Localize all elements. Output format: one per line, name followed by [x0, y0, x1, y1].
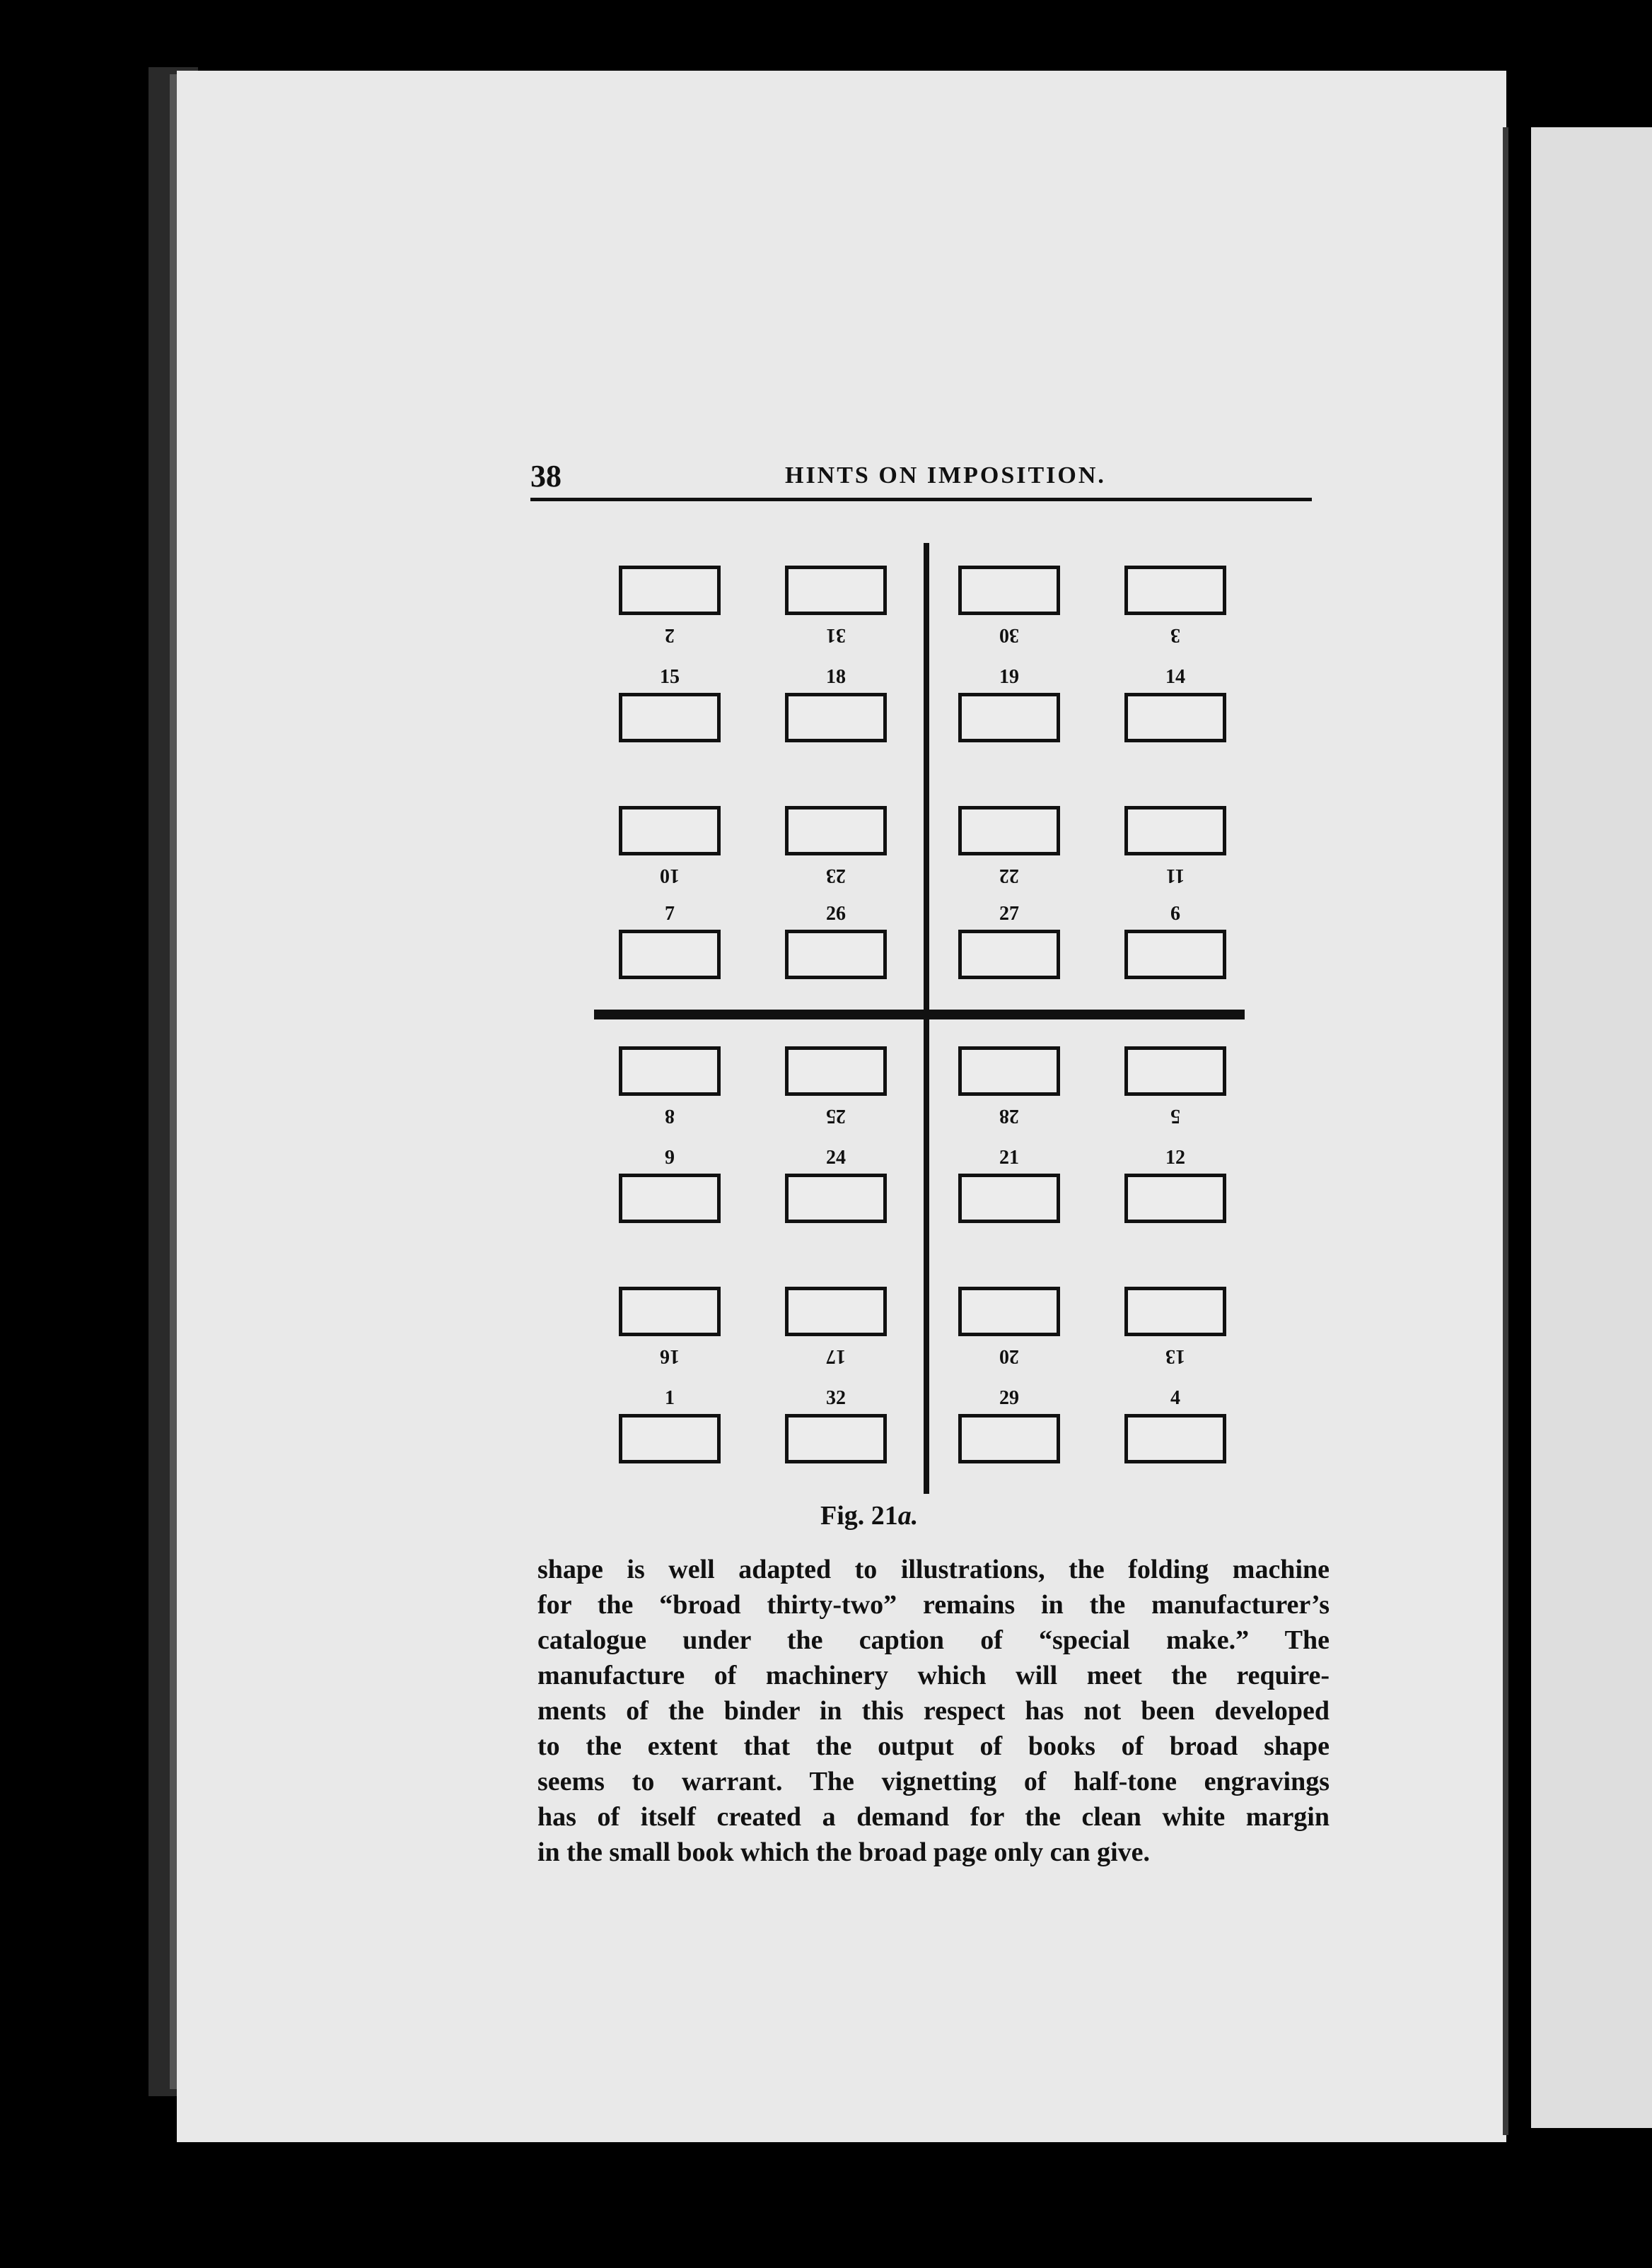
page-block — [619, 1025, 725, 1131]
page-block — [958, 544, 1064, 650]
page-block — [958, 1025, 1064, 1131]
page-block — [1124, 785, 1231, 891]
page-box — [619, 1174, 721, 1223]
page-gutter — [1503, 127, 1508, 2135]
page-number-label: 24 — [826, 1147, 846, 1169]
page-block — [785, 1386, 891, 1492]
page-number-label: 19 — [999, 666, 1019, 688]
body-line: to the extent that the output of books of broad shape — [537, 1731, 1330, 1761]
page-number-label: 27 — [999, 903, 1019, 925]
running-head — [530, 458, 1312, 498]
page-number-label: 13 — [1165, 1345, 1185, 1367]
page-number-label: 12 — [1165, 1147, 1185, 1169]
page-box — [958, 693, 1060, 742]
page-number-label: 7 — [665, 903, 675, 925]
page-box — [958, 806, 1060, 855]
page-block — [958, 1386, 1064, 1492]
page-box — [958, 1046, 1060, 1096]
page-box — [785, 693, 887, 742]
page-number-label: 17 — [826, 1345, 846, 1367]
page-box — [958, 566, 1060, 615]
page-block — [619, 1145, 725, 1251]
page-block — [1124, 544, 1231, 650]
page-box — [785, 1287, 887, 1336]
body-line: seems to warrant. The vignetting of half-tone engravings — [537, 1767, 1330, 1796]
page-block — [958, 665, 1064, 771]
page-box — [619, 693, 721, 742]
page-block — [619, 1265, 725, 1372]
page-block — [619, 1386, 725, 1492]
page-box — [1124, 1287, 1226, 1336]
page-box — [619, 930, 721, 979]
body-line: manufacture of machinery which will meet the require- — [537, 1661, 1330, 1690]
imposition-diagram — [580, 537, 1259, 1499]
running-title: HINTS ON IMPOSITION. — [785, 462, 1106, 489]
page-block — [785, 1145, 891, 1251]
page-box — [619, 566, 721, 615]
figure-caption-prefix: Fig. 21 — [820, 1501, 898, 1531]
page-number-label: 26 — [826, 903, 846, 925]
page-block — [1124, 1145, 1231, 1251]
page-number-label: 22 — [999, 865, 1019, 887]
page-block — [785, 665, 891, 771]
page-block — [785, 785, 891, 891]
page-box — [619, 1046, 721, 1096]
page-number-label: 3 — [1170, 624, 1180, 646]
page-number-label: 9 — [665, 1147, 675, 1169]
page-box — [1124, 1174, 1226, 1223]
page-box — [958, 930, 1060, 979]
body-line: ments of the binder in this respect has not been developed — [537, 1696, 1330, 1726]
page-number-label: 8 — [665, 1105, 675, 1127]
page-block — [619, 544, 725, 650]
page-number-label: 1 — [665, 1387, 675, 1409]
page-number-label: 29 — [999, 1387, 1019, 1409]
page-block — [1124, 665, 1231, 771]
page-number-label: 11 — [1165, 865, 1185, 887]
page-box — [1124, 693, 1226, 742]
body-line: shape is well adapted to illustrations, the folding machine — [537, 1555, 1330, 1584]
page-box — [785, 566, 887, 615]
body-line: in the small book which the broad page only can give. — [537, 1837, 1151, 1867]
page-block — [958, 785, 1064, 891]
body-line: has of itself created a demand for the clean white margin — [537, 1802, 1330, 1832]
page-block — [1124, 901, 1231, 1007]
page-block — [785, 1025, 891, 1131]
page-block — [619, 901, 725, 1007]
page-block — [785, 1265, 891, 1372]
page-number-label: 20 — [999, 1345, 1019, 1367]
page-number-label: 28 — [999, 1105, 1019, 1127]
body-line: for the “broad thirty-two” remains in the manufacturer’s — [537, 1590, 1330, 1620]
page-block — [619, 665, 725, 771]
page-box — [785, 930, 887, 979]
page-block — [1124, 1386, 1231, 1492]
page-number-label: 23 — [826, 865, 846, 887]
page-block — [958, 1265, 1064, 1372]
page-number-label: 5 — [1170, 1105, 1180, 1127]
page-block — [958, 901, 1064, 1007]
page-number-label: 4 — [1170, 1387, 1180, 1409]
figure-caption-suffix: a. — [897, 1501, 919, 1531]
page-box — [1124, 1414, 1226, 1463]
page-box — [1124, 566, 1226, 615]
page-number-label: 2 — [665, 624, 675, 646]
page-number-label: 6 — [1170, 903, 1180, 925]
page-box — [785, 806, 887, 855]
page-box — [958, 1414, 1060, 1463]
page-box — [619, 1287, 721, 1336]
page-number-label: 16 — [660, 1345, 680, 1367]
page-number-label: 10 — [660, 865, 680, 887]
page-block — [1124, 1265, 1231, 1372]
page-number: 38 — [530, 459, 562, 493]
page-number-label: 15 — [660, 666, 680, 688]
header-rule — [530, 498, 1312, 501]
figure-caption — [820, 1500, 918, 1531]
body-text — [537, 1554, 1330, 1872]
page-block — [785, 901, 891, 1007]
page-box — [1124, 930, 1226, 979]
page-block — [785, 544, 891, 650]
horizontal-fold-line — [594, 1010, 1245, 1019]
page-number-label: 14 — [1165, 666, 1185, 688]
page-box — [958, 1287, 1060, 1336]
page-box — [1124, 1046, 1226, 1096]
page-number-label: 25 — [826, 1105, 846, 1127]
page-box — [619, 806, 721, 855]
page-block — [958, 1145, 1064, 1251]
page-number-label: 21 — [999, 1147, 1019, 1169]
page-box — [785, 1174, 887, 1223]
page-box — [785, 1414, 887, 1463]
page-box — [619, 1414, 721, 1463]
page-number-label: 32 — [826, 1387, 846, 1409]
page-block — [619, 785, 725, 891]
page-box — [958, 1174, 1060, 1223]
page-box — [785, 1046, 887, 1096]
facing-page-edge — [1531, 127, 1652, 2128]
page-box — [1124, 806, 1226, 855]
body-line: catalogue under the caption of “special make.” The — [537, 1625, 1330, 1655]
page-number-label: 18 — [826, 666, 846, 688]
page-number-label: 30 — [999, 624, 1019, 646]
page-number-label: 31 — [826, 624, 846, 646]
page-block — [1124, 1025, 1231, 1131]
